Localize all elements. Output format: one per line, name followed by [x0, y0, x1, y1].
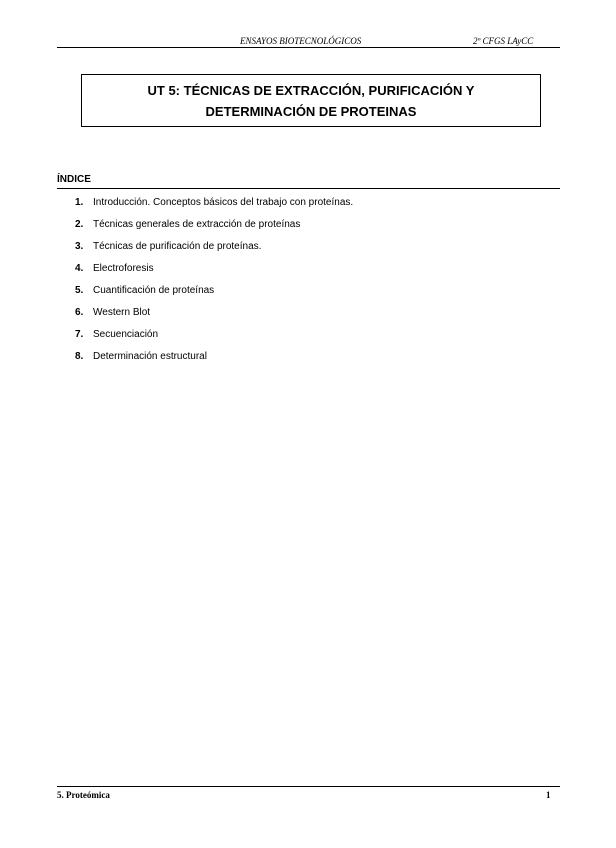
header-subject: ENSAYOS BIOTECNOLÓGICOS — [240, 36, 362, 46]
page-number: 1 — [546, 790, 551, 800]
toc-item-label: Técnicas de purificación de proteínas. — [93, 241, 262, 252]
footer-section: 5. Proteómica — [57, 790, 110, 800]
index-rule — [57, 188, 560, 189]
toc-item-label: Electroforesis — [93, 263, 154, 274]
header-course: 2º CFGS LAyCC — [473, 36, 534, 46]
toc-item-number: 5. — [75, 285, 84, 296]
toc-item — [75, 262, 353, 284]
toc-item — [75, 306, 353, 328]
toc-item-number: 7. — [75, 329, 84, 340]
toc-item-number: 2. — [75, 219, 84, 230]
toc-item-label: Técnicas generales de extracción de proteínas — [93, 219, 301, 230]
toc-item-number: 6. — [75, 307, 84, 318]
toc-item-number: 8. — [75, 351, 84, 362]
toc-item-label: Secuenciación — [93, 329, 159, 340]
title-line-1: UT 5: TÉCNICAS DE EXTRACCIÓN, PURIFICACIÓN Y — [147, 82, 475, 98]
toc-item — [75, 196, 353, 218]
toc-item-number: 3. — [75, 241, 84, 252]
toc-item-number: 1. — [75, 197, 84, 208]
table-of-contents — [75, 196, 353, 372]
toc-item — [75, 284, 353, 306]
toc-item-label: Introducción. Conceptos básicos del trabajo con proteínas. — [93, 197, 354, 208]
title-line-2: DETERMINACIÓN DE PROTEINAS — [205, 103, 417, 119]
toc-item — [75, 218, 353, 240]
toc-item-label: Western Blot — [93, 307, 151, 318]
toc-item — [75, 240, 353, 262]
toc-item-label: Cuantificación de proteínas — [93, 285, 215, 296]
toc-item — [75, 328, 353, 350]
title-box — [81, 74, 541, 127]
header-rule — [57, 47, 560, 48]
toc-item-number: 4. — [75, 263, 84, 274]
footer-rule — [57, 786, 560, 787]
toc-item-label: Determinación estructural — [93, 351, 207, 362]
toc-item — [75, 350, 353, 372]
index-heading: ÍNDICE — [57, 174, 91, 185]
